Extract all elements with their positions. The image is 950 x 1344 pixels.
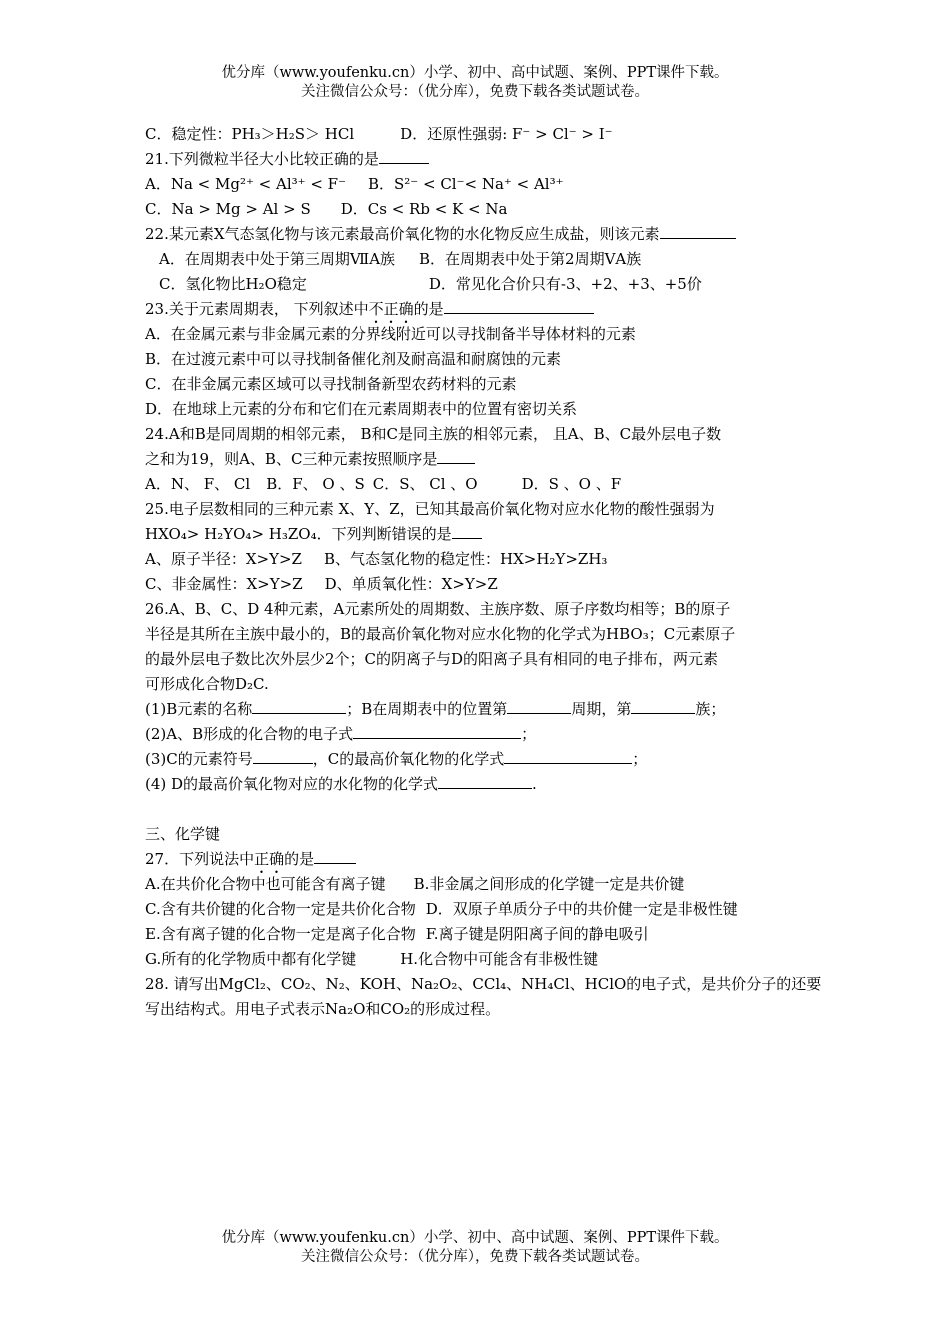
q26-d-hydroxide-blank[interactable] — [438, 772, 532, 789]
q25-stem-2: HXO₄> H₂YO₄> H₃ZO₄．下列判断错误的是 — [145, 522, 810, 547]
q25-options-cd — [145, 572, 810, 597]
q26-stem-1: 26.A、B、C、D 4种元素，A元素所处的周期数、主族序数、原子序数均相等；B的原子 — [145, 600, 731, 618]
q22-answer-blank[interactable] — [660, 222, 736, 239]
q26-b-group-blank[interactable] — [631, 697, 695, 714]
q27-option-e: E.含有离子键的化合物一定是离子化合物 — [145, 925, 416, 943]
q26-part-3: (3)C的元素符号 ，C的最高价氧化物的化学式 ； — [145, 747, 810, 772]
q27-option-d: D．双原子单质分子中的共价健一定是非极性键 — [425, 900, 738, 918]
q21-options-ab — [145, 172, 810, 197]
q27-option-f: F.离子键是阴阳离子间的静电吸引 — [425, 925, 649, 943]
q27-answer-blank[interactable] — [314, 847, 356, 864]
q24-stem-2: 之和为19，则A、B、C三种元素按照顺序是 — [145, 447, 810, 472]
q23-option-c: C．在非金属元素区域可以寻找制备新型农药材料的元素 — [145, 375, 517, 393]
q23-answer-blank[interactable] — [444, 297, 594, 314]
q25-answer-blank[interactable] — [452, 522, 482, 539]
exam-content — [145, 122, 822, 1022]
q21-option-c: C．Na > Mg > Al > S — [145, 200, 311, 218]
q22-options-ab — [145, 247, 810, 272]
q20-option-c: C．稳定性：PH₃＞H₂S＞ HCl — [145, 125, 355, 143]
q21-option-d: D．Cs < Rb < K < Na — [340, 200, 508, 218]
q20-options-cd — [145, 122, 810, 147]
q21-answer-blank[interactable] — [379, 147, 429, 164]
q25-options-ab — [145, 547, 810, 572]
q26-stem-3: 的最外层电子数比次外层少2个；C的阴离子与D的阳离子具有相同的电子排布，两元素 — [145, 650, 719, 668]
q27-option-a: A.在共价化合物中也可能含有离子键 — [145, 875, 386, 893]
q27-option-b: B.非金属之间形成的化学键一定是共价键 — [413, 875, 685, 893]
q24-answer-blank[interactable] — [437, 447, 475, 464]
q26-b-name-blank[interactable] — [252, 697, 346, 714]
q26-stem-4: 可形成化合物D₂C. — [145, 675, 269, 693]
q25-option-c: C、非金属性：X>Y>Z — [145, 575, 303, 593]
q26-ab-electron-formula-blank[interactable] — [353, 722, 521, 739]
q25-option-b: B、气态氢化物的稳定性：HX>H₂Y>ZH₃ — [323, 550, 608, 568]
q27-option-c: C.含有共价键的化合物一定是共价化合物 — [145, 900, 416, 918]
q27-option-g: G.所有的化学物质中都有化学键 — [145, 950, 357, 968]
q22-option-a: A．在周期表中处于第三周期ⅦA族 — [159, 250, 396, 268]
q26-stem-2: 半径是其所在主族中最小的，B的最高价氧化物对应水化物的化学式为HBO₃；C元素原子 — [145, 625, 736, 643]
q22-option-d: D．常见化合价只有-3、+2、+3、+5价 — [428, 275, 702, 293]
q26-c-oxide-blank[interactable] — [504, 747, 632, 764]
q24-option-a: A．N、 F、 Cl — [145, 475, 251, 493]
q24-option-c: C．S、 Cl 、O — [372, 475, 478, 493]
q21-option-b: B．S²⁻ < Cl⁻< Na⁺ < Al³⁺ — [368, 175, 564, 193]
q20-option-d: D．还原性强弱: F⁻ > Cl⁻ > I⁻ — [400, 125, 613, 143]
q28-stem-1: 28. 请写出MgCl₂、CO₂、N₂、KOH、Na₂O₂、CCl₄、NH₄Cl、HClO的电子式，是共价分子的还要 — [145, 975, 822, 993]
q24-option-b: B．F、 O 、S — [266, 475, 365, 493]
q23-option-d: D．在地球上元素的分布和它们在元素周期表中的位置有密切关系 — [145, 400, 578, 418]
q27-stem: 27．下列说法中正确的是 — [145, 847, 810, 872]
q23-option-b: B．在过渡元素中可以寻找制备催化剂及耐高温和耐腐蚀的元素 — [145, 350, 562, 368]
q23-emphasis: 不正确 — [368, 300, 414, 318]
q26-part-4: (4) D的最高价氧化物对应的水化物的化学式 . — [145, 772, 810, 797]
q24-option-d: D．S 、O 、F — [521, 475, 622, 493]
header-line-1: 优分库（www.youfenku.cn）小学、初中、高中试题、案例、PPT课件下载。 — [221, 65, 729, 81]
q26-b-period-blank[interactable] — [507, 697, 571, 714]
q22-stem: 22.某元素X气态氢化物与该元素最高价氧化物的水化物反应生成盐，则该元素 — [145, 222, 810, 247]
q21-stem: 21.下列微粒半径大小比较正确的是 — [145, 147, 810, 172]
q27-emphasis: 正确 — [254, 850, 285, 868]
q22-options-cd — [145, 272, 810, 297]
q27-options-cd — [145, 897, 810, 922]
q27-options-ef — [145, 922, 810, 947]
page-header — [0, 64, 950, 102]
q24-options — [145, 472, 810, 497]
header-line-2: 关注微信公众号：（优分库），免费下载各类试题试卷。 — [301, 84, 649, 100]
q28-stem-2: 写出结构式。用电子式表示Na₂O和CO₂的形成过程。 — [145, 1000, 501, 1018]
section-title-chemical-bond: 三、化学键 — [145, 825, 221, 843]
page-footer — [0, 1229, 950, 1267]
q25-stem-1: 25.电子层数相同的三种元素 X、Y、Z，已知其最高价氧化物对应水化物的酸性强弱为 — [145, 500, 715, 518]
q21-option-a: A．Na < Mg²⁺ < Al³⁺ < F⁻ — [145, 175, 346, 193]
footer-line-2: 关注微信公众号：（优分库），免费下载各类试题试卷。 — [301, 1249, 649, 1265]
q27-options-gh — [145, 947, 810, 972]
q22-option-b: B．在周期表中处于第2周期ⅤA族 — [419, 250, 642, 268]
q21-options-cd — [145, 197, 810, 222]
q22-option-c: C．氢化物比H₂O稳定 — [159, 275, 307, 293]
q25-option-a: A、原子半径：X>Y>Z — [145, 550, 302, 568]
footer-line-1: 优分库（www.youfenku.cn）小学、初中、高中试题、案例、PPT课件下载。 — [221, 1230, 729, 1246]
q26-part-1: (1)B元素的名称 ；B在周期表中的位置第 周期，第 族； — [145, 697, 810, 722]
q25-option-d: D、单质氧化性：X>Y>Z — [324, 575, 498, 593]
q27-option-h: H.化合物中可能含有非极性键 — [400, 950, 599, 968]
q23-option-a: A．在金属元素与非金属元素的分界线附近可以寻找制备半导体材料的元素 — [145, 325, 636, 343]
q26-c-symbol-blank[interactable] — [253, 747, 313, 764]
q27-options-ab — [145, 872, 810, 897]
q23-stem: 23.关于元素周期表， 下列叙述中不正确的是 — [145, 297, 810, 322]
q24-stem-1: 24.A和B是同周期的相邻元素， B和C是同主族的相邻元素， 且A、B、C最外层电子数 — [145, 425, 722, 443]
q26-part-2: (2)A、B形成的化合物的电子式 ； — [145, 722, 810, 747]
